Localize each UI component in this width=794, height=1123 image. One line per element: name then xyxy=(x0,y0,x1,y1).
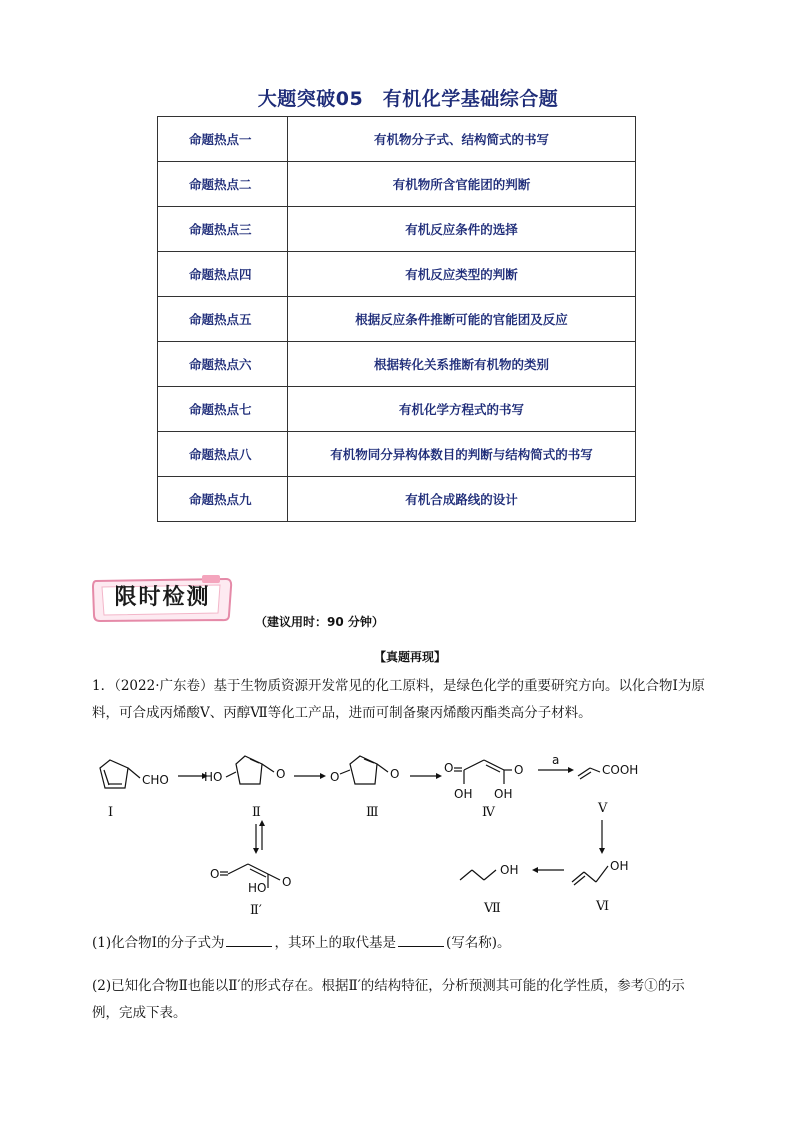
compound-vi-structure xyxy=(572,859,628,914)
o-group-iv-left: O xyxy=(444,761,454,775)
time-limit-banner xyxy=(90,575,235,623)
hot-point-row xyxy=(158,207,636,252)
hot-point-row xyxy=(158,342,636,387)
reaction-scheme-diagram xyxy=(80,740,660,925)
question-1-part-1: (1)化合物Ⅰ的分子式为 ，其环上的取代基是 (写名称)。 xyxy=(92,930,707,957)
compound-i-structure xyxy=(100,760,169,820)
hot-point-row xyxy=(158,117,636,162)
banner-text: 限时检测 xyxy=(114,585,211,610)
compound-ii-structure xyxy=(204,756,285,820)
o-group-iip: O xyxy=(210,867,220,881)
label-compound-vii: Ⅶ xyxy=(484,901,501,916)
ho-group-iip: HO xyxy=(248,881,267,895)
hot-point-topic: 有机化学方程式的书写 xyxy=(288,387,636,432)
oh-group-iv-right: OH xyxy=(494,787,513,801)
o-group-iv-right: O xyxy=(514,763,524,777)
hot-point-row xyxy=(158,387,636,432)
hot-point-topic: 有机物分子式、结构简式的书写 xyxy=(288,117,636,162)
hot-point-row xyxy=(158,297,636,342)
compound-vii-structure xyxy=(460,863,518,916)
hot-point-topic: 有机反应类型的判断 xyxy=(288,252,636,297)
label-compound-ii: Ⅱ xyxy=(252,805,261,820)
answer-blank-formula[interactable] xyxy=(226,932,272,947)
label-compound-ii-prime: Ⅱ′ xyxy=(250,903,262,918)
page-title: 大题突破05 有机化学基础综合题 xyxy=(257,88,559,110)
ho-group-ii: HO xyxy=(204,770,223,784)
label-compound-v: Ⅴ xyxy=(598,801,608,816)
hot-point-label: 命题热点八 xyxy=(158,432,288,477)
question-1-part-2: (2)已知化合物Ⅱ也能以Ⅱ′的形式存在。根据Ⅱ′的结构特征，分析预测其可能的化学性质，参考①的示例，完成下表。 xyxy=(92,978,685,1021)
question-1-intro: 1．（2022·广东卷）基于生物质资源开发常见的化工原料，是绿色化学的重要研究方向。以化合物Ⅰ为原料，可合成丙烯酸Ⅴ、丙醇Ⅶ等化工产品，进而可制备聚丙烯酸丙酯类高分子材料。 xyxy=(92,678,705,721)
compound-iii-structure xyxy=(330,756,399,820)
reagent-a: a xyxy=(552,753,560,767)
hot-points-table xyxy=(157,116,636,522)
hot-point-label: 命题热点四 xyxy=(158,252,288,297)
compound-iv-structure xyxy=(444,760,523,820)
hot-point-topic: 有机物所含官能团的判断 xyxy=(288,162,636,207)
hot-point-row xyxy=(158,477,636,522)
hot-point-label: 命题热点一 xyxy=(158,117,288,162)
hot-point-topic: 有机合成路线的设计 xyxy=(288,477,636,522)
suggested-time: （建议用时：90 分钟） xyxy=(255,615,384,629)
section-heading: 【真题再现】 xyxy=(373,650,446,664)
hot-point-label: 命题热点五 xyxy=(158,297,288,342)
hot-point-label: 命题热点七 xyxy=(158,387,288,432)
answer-blank-substituent[interactable] xyxy=(398,932,444,947)
compound-ii-prime-structure xyxy=(210,864,291,918)
hot-point-row xyxy=(158,432,636,477)
hot-point-label: 命题热点六 xyxy=(158,342,288,387)
o-group-iii-left: O xyxy=(330,770,340,784)
label-compound-vi: Ⅵ xyxy=(596,899,610,914)
oh-group-vi: OH xyxy=(610,859,629,873)
hot-point-label: 命题热点二 xyxy=(158,162,288,207)
oh-group-iv-left: OH xyxy=(454,787,473,801)
hot-point-topic: 根据反应条件推断可能的官能团及反应 xyxy=(288,297,636,342)
hot-point-row xyxy=(158,252,636,297)
oh-group-vii: OH xyxy=(500,863,519,877)
o-group-iip-acid: O xyxy=(282,875,292,889)
hot-point-label: 命题热点九 xyxy=(158,477,288,522)
label-compound-iv: Ⅳ xyxy=(482,805,495,820)
cho-group: CHO xyxy=(142,773,169,787)
label-compound-i: Ⅰ xyxy=(108,805,114,820)
cooh-group: COOH xyxy=(602,763,639,777)
hot-point-row xyxy=(158,162,636,207)
compound-v-structure xyxy=(578,763,638,816)
o-group-ii: O xyxy=(276,767,286,781)
label-compound-iii: Ⅲ xyxy=(366,805,379,820)
hot-point-topic: 有机物同分异构体数目的判断与结构简式的书写 xyxy=(288,432,636,477)
hot-point-topic: 有机反应条件的选择 xyxy=(288,207,636,252)
hot-point-label: 命题热点三 xyxy=(158,207,288,252)
hot-point-topic: 根据转化关系推断有机物的类别 xyxy=(288,342,636,387)
o-group-iii-right: O xyxy=(390,767,400,781)
